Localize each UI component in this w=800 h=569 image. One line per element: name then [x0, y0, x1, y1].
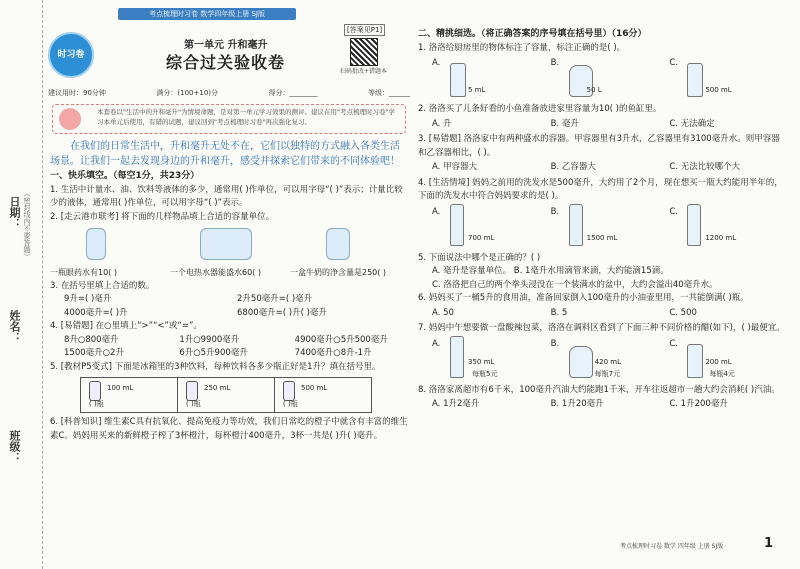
q4-cell: 1500毫升○2升 [64, 348, 124, 358]
option[interactable]: B. 毫升 [550, 118, 579, 129]
cup-icon [450, 63, 466, 97]
class-label: 班级： [8, 430, 21, 463]
suggested-time: 建议用时：90分钟 [48, 89, 106, 97]
option-price: 每瓶4元 [709, 370, 735, 378]
option-letter: C. [669, 206, 678, 217]
option-c[interactable] [669, 57, 788, 101]
kettle-icon [687, 63, 703, 97]
option-letter: C. [669, 338, 678, 349]
question-mc-3: 3. [易错题] 洛洛家中有两种盛水的容器。甲容器里有3升水，乙容器里有3100毫升水。则甲容器和乙容器相比，( )。 [418, 134, 780, 158]
brand-logo: 时习卷 [48, 32, 94, 78]
seal-note: （密封线内不要答题） [23, 190, 31, 260]
option-caption: 50 L [586, 85, 602, 94]
question-2: 2. [走云港市联考] 将下面的几样物品填上合适的容量单位。 [50, 211, 275, 222]
option-letter: B. [550, 338, 560, 349]
option-caption: 5 mL [468, 85, 486, 94]
option-caption: 200 mL [705, 358, 732, 366]
option-caption: 700 mL [468, 234, 495, 242]
right-column [418, 28, 788, 414]
drink-answer: ( )瓶 [283, 399, 298, 408]
milk-box-icon [326, 228, 350, 260]
shampoo-bottle-icon [687, 204, 701, 246]
option-caption: 1500 mL [586, 234, 618, 242]
score-field: 得分：________ [268, 89, 318, 97]
mc6-options [432, 307, 788, 321]
question-mc-8: 8. 洛洛家离超市有6千米，100毫升汽油大约能跑1千米，开车往返超市一趟大约会消耗( )汽油。 [418, 384, 780, 395]
option-price: 每瓶7元 [594, 370, 621, 378]
q4-cell: 6升○5升900毫升 [179, 348, 248, 358]
question-6: 6. [科普知识] 维生素C具有抗氧化、提高免疫力等功效，我们日常吃的橙子中就含有丰富的维生素C。妈妈用买来的新鲜橙子榨了3杯橙汁，每杯橙汁400毫升，3杯一共是( )升( )毫升。 [50, 417, 408, 441]
mc8-options [432, 398, 788, 412]
option[interactable]: B. 1升20毫升 [550, 399, 604, 409]
left-column [50, 170, 410, 443]
binding-margin [0, 0, 43, 569]
vinegar-bottle-icon [687, 344, 703, 378]
q3-cell: 2升50毫升=( )毫升 [237, 294, 313, 304]
option-a[interactable] [432, 338, 551, 382]
option[interactable]: A. 1升2毫升 [432, 399, 480, 409]
option[interactable]: B. 乙容器大 [550, 162, 596, 172]
option-c[interactable] [669, 338, 788, 382]
option[interactable]: B. 5 [550, 307, 568, 318]
q2-captions [50, 266, 410, 280]
question-mc-2: 2. 洛洛买了儿条好看的小鱼准备放进家里容量为10( )的鱼缸里。 [418, 104, 662, 114]
q4-cell: 7400毫升○8升-1升 [294, 348, 372, 358]
option-b[interactable] [551, 57, 670, 101]
option-caption: 420 mL [594, 358, 621, 366]
question-mc-5: 5. 下面说法中哪个是正确的？( ) [418, 252, 541, 263]
q2-item: 一瓶眼药水有10( ) [50, 268, 117, 277]
option-letter: B. [550, 206, 560, 217]
date-label: 日期： [8, 196, 21, 229]
top-banner: 考点梳理时习卷 数学四年级上册 SJ版 [118, 8, 296, 20]
drink-answer: ( )瓶 [89, 399, 104, 408]
mc2-options [432, 118, 788, 132]
mc3-options [432, 161, 788, 175]
q3-cell: 6800毫升=( )升( )毫升 [237, 307, 327, 318]
question-3: 3. 在括号里填上合适的数。 [50, 280, 155, 291]
intro-paragraph: 在我们的日常生活中，升和毫升无处不在，它们以独特的方式融入各类生活场景。让我们一起去发现身边的升和毫升，感受并探索它们带来的不同体验吧！ [50, 141, 400, 167]
q3-cell: 4000毫升=( )升 [64, 307, 128, 318]
q2-item: 一盒牛奶的净含量是250( ) [290, 268, 387, 277]
page-footer: 考点梳理时习卷 数学 四年级 上册 SJ版 [620, 543, 724, 550]
option-letter: C. [669, 58, 678, 68]
question-4: 4. [易错题] 在○里填上“>”“<”或“=”。 [50, 321, 202, 331]
mc5-option-line[interactable]: A. 毫升是容量单位。 B. 1毫升水用滴管来滴，大约能滴15滴。 [432, 266, 669, 276]
mc1-options [432, 57, 788, 101]
q3-row [64, 307, 410, 321]
drink-volume: 500 mL [301, 384, 328, 392]
unit-title: 第一单元 升和毫升 [184, 40, 268, 51]
option[interactable]: C. 1升200毫升 [669, 399, 728, 409]
vinegar-bottle-icon [450, 336, 464, 378]
question-mc-4: 4. [生活情境] 妈妈之前用的洗发水是500毫升，大约用了2个月，现在想买一瓶大约能用半年的，下面的洗发水中符合妈妈要求的是( )。 [418, 177, 783, 201]
option-c[interactable] [669, 206, 788, 250]
section-multiple-choice: 二、精挑细选。（将正确答案的序号填在括号里）（16分） [418, 29, 647, 39]
water-heater-icon [200, 228, 252, 260]
option-b[interactable] [551, 206, 670, 250]
qr-code-icon[interactable] [350, 38, 378, 66]
option[interactable]: A. 升 [432, 118, 452, 129]
option[interactable]: C. 500 [669, 307, 697, 318]
q3-row [64, 293, 410, 307]
q2-item: 一个电热水器能盛水60( ) [170, 268, 261, 277]
option-caption: 1200 mL [705, 234, 737, 242]
drink-cell [81, 378, 178, 412]
option[interactable]: A. 甲容器大 [432, 162, 478, 172]
vinegar-bottle-icon [569, 346, 593, 378]
drink-volume: 100 mL [107, 384, 134, 392]
mc4-options [432, 206, 788, 250]
option-letter: A. [432, 338, 441, 349]
page-title: 综合过关验收卷 [166, 53, 286, 72]
q4-row [64, 334, 410, 348]
option[interactable]: C. 无法确定 [669, 118, 715, 129]
question-5: 5. [教材P5变式] 下面是冰箱里的3种饮料，每种饮料各多少瓶正好是1升？填在括号里。 [50, 361, 381, 372]
q2-images [50, 226, 410, 266]
level-field: 等级：______ [367, 89, 410, 97]
q4-cell: 8升○800毫升 [64, 334, 119, 345]
option-price: 每瓶5元 [472, 370, 498, 378]
drink-cell [178, 378, 275, 412]
question-mc-7: 7. 妈妈中午想要做一盘酸辣包菜，洛洛在调料区看到了下面三种不同价格的醋(如下)，( )最便宜。 [418, 323, 785, 333]
shampoo-bottle-icon [569, 204, 583, 246]
option-a[interactable] [432, 57, 551, 101]
mascot-icon [59, 108, 81, 130]
q3-cell: 9升=( )毫升 [64, 294, 112, 304]
option[interactable]: A. 50 [432, 307, 454, 318]
option-caption: 500 mL [705, 85, 732, 94]
eye-drop-icon [86, 228, 106, 260]
q5-drink-table [80, 377, 372, 413]
option-letter: A. [432, 206, 441, 217]
q4-cell: 4900毫升○5升500毫升 [294, 334, 388, 345]
option-letter: B. [550, 58, 560, 68]
qr-caption: 扫码批改+错题本 [340, 68, 388, 75]
drink-cell [275, 378, 371, 412]
option[interactable]: C. 无法比较哪个大 [669, 162, 741, 172]
exam-meta [48, 88, 410, 98]
question-1: 1. 生活中计量水、油、饮料等液体的多少，通常用( )作单位，可以用字母“( )”表示；计量比较少的液体，通常用( )作单位，可以用字母“( )”表示。 [50, 184, 403, 208]
section-fill-blank: 一、快乐填空。（每空1分，共23分） [50, 171, 200, 181]
full-score: 满分：(100+10)分 [156, 89, 219, 97]
shampoo-bottle-icon [450, 204, 464, 246]
tip-text: 本套卷以"生活中的升和毫升"为情境命题，是对第一单元学习效果的测评。建议在用"考点梳理时习卷"学习本单元后使用，有错的试题，建议回到"考点梳理时习卷"再次强化复习。 [97, 108, 395, 126]
question-mc-1: 1. 洛洛给厨房里的物体标注了容量，标注正确的是( )。 [418, 42, 626, 53]
q4-row [64, 347, 410, 361]
q4-cell: 1升○9900毫升 [179, 334, 240, 345]
option-b[interactable] [551, 338, 670, 382]
answer-reference: [答案见P1] [344, 24, 385, 36]
drink-answer: ( )瓶 [186, 399, 201, 408]
header [44, 28, 414, 86]
tip-box [52, 104, 406, 134]
question-mc-6: 6. 妈妈买了一桶5升的食用油，准备回家倒入100毫升的小油壶里用，一共能倒满( )瓶。 [418, 293, 749, 303]
name-label: 姓名： [8, 310, 21, 343]
mc7-options [432, 338, 788, 382]
mc5-option-line[interactable]: C. 洛洛把自己的两个拳头浸没在一个装满水的盆中，大约会溢出40毫升水。 [432, 279, 718, 290]
option-caption: 350 mL [468, 358, 495, 366]
drink-volume: 250 mL [204, 384, 231, 392]
option-letter: A. [432, 58, 441, 68]
option-a[interactable] [432, 206, 551, 250]
page-number: 1 [764, 536, 774, 551]
